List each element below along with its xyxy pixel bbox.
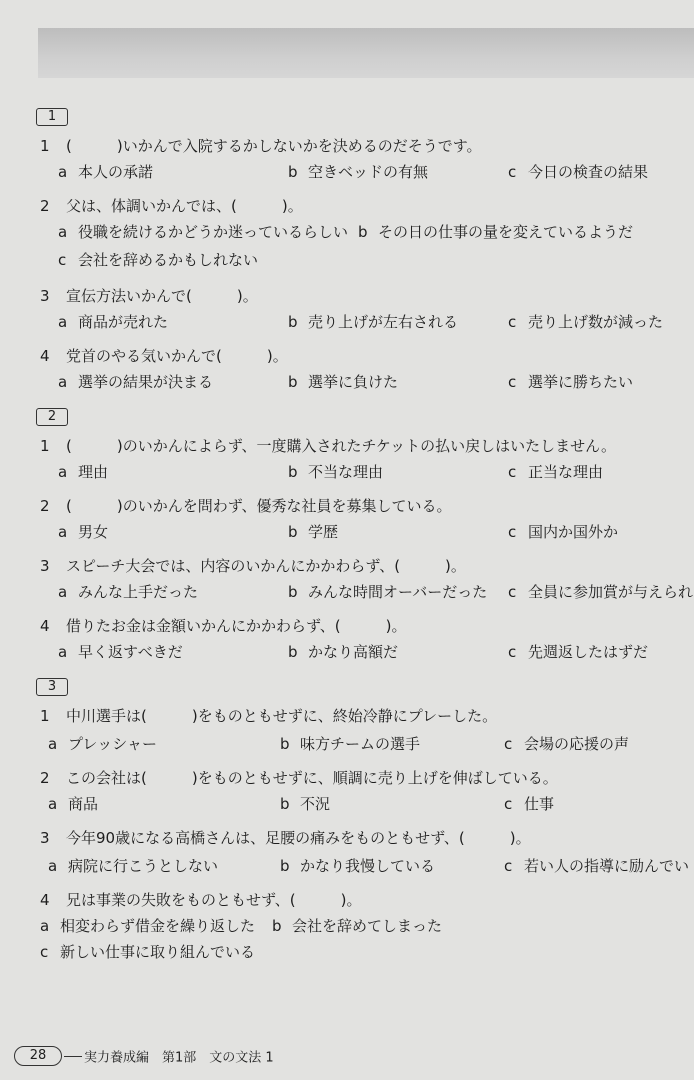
option-a[interactable]: a 商品 [48,795,99,813]
footer-dash [64,1056,82,1057]
option-c[interactable]: c 正当な理由 [508,463,604,481]
question: 4 党首のやる気いかんで( )。 [40,347,288,365]
option-b[interactable]: b 学歴 [288,523,339,541]
option-a[interactable]: a みんな上手だった [58,583,199,601]
option-c[interactable]: c 今日の検査の結果 [508,163,649,181]
question: 2 父は、体調いかんでは、( )。 [40,197,303,215]
option-c[interactable]: c 全員に参加賞が与えられ [508,583,694,601]
question: 4 兄は事業の失敗をものともせず、( )。 [40,891,362,909]
question: 1 中川選手は( )をものともせずに、終始冷静にプレーした。 [40,707,498,725]
option-b[interactable]: b 味方チームの選手 [280,735,421,753]
option-b[interactable]: b かなり我慢している [280,857,436,875]
option-b[interactable]: b かなり高額だ [288,643,399,661]
option-a[interactable]: a 病院に行こうとしない [48,857,219,875]
option-c[interactable]: c 仕事 [504,795,555,813]
option-b[interactable]: b 選挙に負けた [288,373,399,391]
question: 3 スピーチ大会では、内容のいかんにかかわらず、( )。 [40,557,466,575]
section-number: 2 [36,408,68,426]
option-a[interactable]: a 選挙の結果が決まる [58,373,214,391]
footer-title: 実力養成編 第1部 文の文法 1 [84,1050,274,1066]
option-b[interactable]: b 不況 [280,795,331,813]
option-a[interactable]: a 相変わらず借金を繰り返した [40,917,256,935]
question: 4 借りたお金は金額いかんにかかわらず、( )。 [40,617,407,635]
option-a[interactable]: a 男女 [58,523,109,541]
option-c[interactable]: c 若い人の指導に励んでい [504,857,690,875]
question: 2 この会社は( )をものともせずに、順調に売り上げを伸ばしている。 [40,769,558,787]
question: 1 ( )のいかんによらず、一度購入されたチケットの払い戻しはいたしません。 [40,437,617,455]
option-a[interactable]: a 商品が売れた [58,313,169,331]
question: 3 宣伝方法いかんで( )。 [40,287,258,305]
option-c[interactable]: c 先週返したはずだ [508,643,649,661]
section-number: 1 [36,108,68,126]
option-c[interactable]: c 売り上げ数が減った [508,313,664,331]
option-b[interactable]: b その日の仕事の量を変えているようだ [358,223,634,241]
option-c[interactable]: c 新しい仕事に取り組んでいる [40,943,256,961]
option-c[interactable]: c 会社を辞めるかもしれない [58,251,259,269]
option-a[interactable]: a プレッシャー [48,735,157,753]
question: 3 今年90歳になる高橋さんは、足腰の痛みをものともせず、( )。 [40,829,531,847]
option-a[interactable]: a 早く返すべきだ [58,643,183,661]
option-b[interactable]: b みんな時間オーバーだった [288,583,488,601]
section-number: 3 [36,678,68,696]
question: 1 ( )いかんで入院するかしないかを決めるのだそうです。 [40,137,482,155]
question: 2 ( )のいかんを問わず、優秀な社員を募集している。 [40,497,452,515]
option-a[interactable]: a 役職を続けるかどうか迷っているらしい [58,223,349,241]
option-b[interactable]: b 空きベッドの有無 [288,163,429,181]
option-c[interactable]: c 会場の応援の声 [504,735,630,753]
option-c[interactable]: c 選挙に勝ちたい [508,373,634,391]
option-b[interactable]: b 売り上げが左右される [288,313,459,331]
page-number: 28 [14,1046,62,1066]
page-footer [14,1046,274,1068]
option-a[interactable]: a 本人の承諾 [58,163,154,181]
option-b[interactable]: b 会社を辞めてしまった [272,917,443,935]
option-a[interactable]: a 理由 [58,463,109,481]
option-c[interactable]: c 国内か国外か [508,523,619,541]
option-b[interactable]: b 不当な理由 [288,463,384,481]
